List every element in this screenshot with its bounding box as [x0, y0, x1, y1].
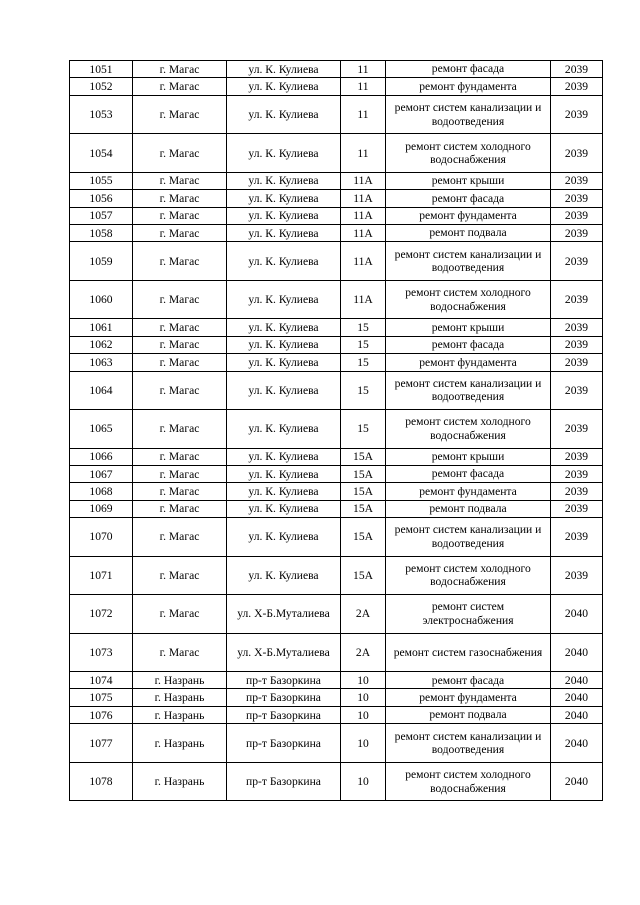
city-cell: г. Магас — [133, 465, 227, 482]
work-type-cell: ремонт систем холодного водоснабжения — [386, 280, 551, 319]
year-cell: 2040 — [551, 595, 603, 634]
house-number-cell: 15 — [341, 371, 386, 410]
city-cell: г. Магас — [133, 371, 227, 410]
house-number-cell: 15А — [341, 448, 386, 465]
work-type-cell: ремонт подвала — [386, 706, 551, 723]
row-number-cell: 1068 — [70, 483, 133, 500]
street-cell: ул. К. Кулиева — [227, 336, 341, 353]
year-cell: 2039 — [551, 242, 603, 281]
work-type-cell: ремонт систем холодного водоснабжения — [386, 134, 551, 173]
city-cell: г. Магас — [133, 95, 227, 134]
row-number-cell: 1052 — [70, 78, 133, 95]
street-cell: пр-т Базоркина — [227, 762, 341, 801]
city-cell: г. Магас — [133, 172, 227, 189]
house-number-cell: 15А — [341, 465, 386, 482]
table-row — [70, 61, 603, 78]
table-row — [70, 207, 603, 224]
street-cell: пр-т Базоркина — [227, 672, 341, 689]
table-body — [70, 61, 603, 801]
street-cell: ул. К. Кулиева — [227, 207, 341, 224]
house-number-cell: 10 — [341, 689, 386, 706]
row-number-cell: 1057 — [70, 207, 133, 224]
house-number-cell: 15А — [341, 483, 386, 500]
street-cell: ул. К. Кулиева — [227, 410, 341, 449]
house-number-cell: 15 — [341, 354, 386, 371]
work-type-cell: ремонт крыши — [386, 319, 551, 336]
city-cell: г. Магас — [133, 319, 227, 336]
year-cell: 2039 — [551, 207, 603, 224]
city-cell: г. Магас — [133, 518, 227, 557]
year-cell: 2039 — [551, 371, 603, 410]
table-row — [70, 95, 603, 134]
city-cell: г. Магас — [133, 242, 227, 281]
work-type-cell: ремонт систем электроснабжения — [386, 595, 551, 634]
house-number-cell: 15 — [341, 410, 386, 449]
work-type-cell: ремонт крыши — [386, 172, 551, 189]
street-cell: ул. К. Кулиева — [227, 500, 341, 517]
street-cell: ул. К. Кулиева — [227, 518, 341, 557]
table-row — [70, 280, 603, 319]
row-number-cell: 1066 — [70, 448, 133, 465]
work-type-cell: ремонт систем канализации и водоотведения — [386, 371, 551, 410]
table-row — [70, 633, 603, 672]
row-number-cell: 1051 — [70, 61, 133, 78]
street-cell: ул. К. Кулиева — [227, 354, 341, 371]
street-cell: ул. К. Кулиева — [227, 319, 341, 336]
street-cell: ул. К. Кулиева — [227, 280, 341, 319]
table-row — [70, 224, 603, 241]
street-cell: пр-т Базоркина — [227, 724, 341, 763]
year-cell: 2039 — [551, 500, 603, 517]
year-cell: 2039 — [551, 280, 603, 319]
street-cell: пр-т Базоркина — [227, 706, 341, 723]
table-row — [70, 448, 603, 465]
row-number-cell: 1064 — [70, 371, 133, 410]
work-type-cell: ремонт систем канализации и водоотведения — [386, 724, 551, 763]
city-cell: г. Назрань — [133, 724, 227, 763]
table-row — [70, 134, 603, 173]
street-cell: ул. Х-Б.Муталиева — [227, 633, 341, 672]
city-cell: г. Магас — [133, 207, 227, 224]
table-row — [70, 706, 603, 723]
city-cell: г. Магас — [133, 78, 227, 95]
city-cell: г. Магас — [133, 633, 227, 672]
table-row — [70, 465, 603, 482]
house-number-cell: 11 — [341, 134, 386, 173]
year-cell: 2040 — [551, 672, 603, 689]
street-cell: ул. Х-Б.Муталиева — [227, 595, 341, 634]
city-cell: г. Магас — [133, 61, 227, 78]
work-type-cell: ремонт фундамента — [386, 78, 551, 95]
work-type-cell: ремонт крыши — [386, 448, 551, 465]
city-cell: г. Магас — [133, 134, 227, 173]
work-type-cell: ремонт фасада — [386, 61, 551, 78]
year-cell: 2040 — [551, 724, 603, 763]
street-cell: ул. К. Кулиева — [227, 78, 341, 95]
house-number-cell: 10 — [341, 706, 386, 723]
row-number-cell: 1076 — [70, 706, 133, 723]
row-number-cell: 1077 — [70, 724, 133, 763]
house-number-cell: 15А — [341, 556, 386, 595]
year-cell: 2039 — [551, 465, 603, 482]
year-cell: 2039 — [551, 78, 603, 95]
year-cell: 2039 — [551, 410, 603, 449]
city-cell: г. Магас — [133, 448, 227, 465]
city-cell: г. Магас — [133, 280, 227, 319]
city-cell: г. Магас — [133, 595, 227, 634]
row-number-cell: 1059 — [70, 242, 133, 281]
city-cell: г. Назрань — [133, 706, 227, 723]
work-type-cell: ремонт подвала — [386, 500, 551, 517]
table-row — [70, 724, 603, 763]
row-number-cell: 1054 — [70, 134, 133, 173]
work-type-cell: ремонт фундамента — [386, 689, 551, 706]
house-number-cell: 11 — [341, 61, 386, 78]
house-number-cell: 11А — [341, 224, 386, 241]
row-number-cell: 1056 — [70, 190, 133, 207]
year-cell: 2039 — [551, 319, 603, 336]
year-cell: 2039 — [551, 518, 603, 557]
table-row — [70, 371, 603, 410]
work-type-cell: ремонт систем холодного водоснабжения — [386, 762, 551, 801]
year-cell: 2039 — [551, 190, 603, 207]
house-number-cell: 10 — [341, 762, 386, 801]
table-row — [70, 672, 603, 689]
work-type-cell: ремонт систем газоснабжения — [386, 633, 551, 672]
work-type-cell: ремонт фундамента — [386, 354, 551, 371]
table-row — [70, 190, 603, 207]
work-type-cell: ремонт систем холодного водоснабжения — [386, 410, 551, 449]
city-cell: г. Магас — [133, 410, 227, 449]
city-cell: г. Магас — [133, 224, 227, 241]
year-cell: 2039 — [551, 95, 603, 134]
row-number-cell: 1058 — [70, 224, 133, 241]
work-type-cell: ремонт фасада — [386, 190, 551, 207]
row-number-cell: 1074 — [70, 672, 133, 689]
table-row — [70, 78, 603, 95]
house-number-cell: 10 — [341, 672, 386, 689]
row-number-cell: 1075 — [70, 689, 133, 706]
row-number-cell: 1065 — [70, 410, 133, 449]
table-row — [70, 172, 603, 189]
table-row — [70, 336, 603, 353]
work-type-cell: ремонт фундамента — [386, 483, 551, 500]
street-cell: ул. К. Кулиева — [227, 242, 341, 281]
street-cell: ул. К. Кулиева — [227, 371, 341, 410]
year-cell: 2039 — [551, 556, 603, 595]
year-cell: 2039 — [551, 483, 603, 500]
year-cell: 2039 — [551, 354, 603, 371]
house-number-cell: 15 — [341, 319, 386, 336]
year-cell: 2040 — [551, 762, 603, 801]
year-cell: 2039 — [551, 172, 603, 189]
row-number-cell: 1053 — [70, 95, 133, 134]
work-type-cell: ремонт систем канализации и водоотведения — [386, 242, 551, 281]
house-number-cell: 11 — [341, 95, 386, 134]
table-row — [70, 689, 603, 706]
house-number-cell: 10 — [341, 724, 386, 763]
table-row — [70, 518, 603, 557]
house-number-cell: 15А — [341, 500, 386, 517]
street-cell: ул. К. Кулиева — [227, 61, 341, 78]
work-type-cell: ремонт систем холодного водоснабжения — [386, 556, 551, 595]
city-cell: г. Назрань — [133, 762, 227, 801]
work-type-cell: ремонт подвала — [386, 224, 551, 241]
street-cell: ул. К. Кулиева — [227, 190, 341, 207]
table-row — [70, 354, 603, 371]
city-cell: г. Магас — [133, 190, 227, 207]
year-cell: 2040 — [551, 633, 603, 672]
row-number-cell: 1062 — [70, 336, 133, 353]
year-cell: 2039 — [551, 61, 603, 78]
street-cell: ул. К. Кулиева — [227, 134, 341, 173]
house-number-cell: 11 — [341, 78, 386, 95]
work-type-cell: ремонт систем канализации и водоотведения — [386, 95, 551, 134]
table-row — [70, 319, 603, 336]
table-row — [70, 500, 603, 517]
house-number-cell: 11А — [341, 190, 386, 207]
city-cell: г. Назрань — [133, 672, 227, 689]
year-cell: 2039 — [551, 224, 603, 241]
house-number-cell: 2А — [341, 633, 386, 672]
city-cell: г. Магас — [133, 336, 227, 353]
work-type-cell: ремонт фасада — [386, 465, 551, 482]
city-cell: г. Назрань — [133, 689, 227, 706]
work-type-cell: ремонт фасада — [386, 672, 551, 689]
row-number-cell: 1061 — [70, 319, 133, 336]
house-number-cell: 2А — [341, 595, 386, 634]
house-number-cell: 11А — [341, 280, 386, 319]
street-cell: пр-т Базоркина — [227, 689, 341, 706]
row-number-cell: 1067 — [70, 465, 133, 482]
table-row — [70, 483, 603, 500]
city-cell: г. Магас — [133, 556, 227, 595]
row-number-cell: 1078 — [70, 762, 133, 801]
house-number-cell: 15 — [341, 336, 386, 353]
row-number-cell: 1072 — [70, 595, 133, 634]
house-number-cell: 11А — [341, 172, 386, 189]
street-cell: ул. К. Кулиева — [227, 483, 341, 500]
year-cell: 2039 — [551, 448, 603, 465]
work-type-cell: ремонт фундамента — [386, 207, 551, 224]
house-number-cell: 15А — [341, 518, 386, 557]
row-number-cell: 1063 — [70, 354, 133, 371]
table-row — [70, 762, 603, 801]
street-cell: ул. К. Кулиева — [227, 95, 341, 134]
table-row — [70, 242, 603, 281]
work-type-cell: ремонт систем канализации и водоотведения — [386, 518, 551, 557]
city-cell: г. Магас — [133, 354, 227, 371]
year-cell: 2039 — [551, 336, 603, 353]
row-number-cell: 1060 — [70, 280, 133, 319]
year-cell: 2040 — [551, 706, 603, 723]
street-cell: ул. К. Кулиева — [227, 465, 341, 482]
row-number-cell: 1070 — [70, 518, 133, 557]
street-cell: ул. К. Кулиева — [227, 448, 341, 465]
street-cell: ул. К. Кулиева — [227, 224, 341, 241]
table-row — [70, 410, 603, 449]
house-number-cell: 11А — [341, 242, 386, 281]
work-type-cell: ремонт фасада — [386, 336, 551, 353]
row-number-cell: 1069 — [70, 500, 133, 517]
city-cell: г. Магас — [133, 500, 227, 517]
table-row — [70, 556, 603, 595]
year-cell: 2039 — [551, 134, 603, 173]
row-number-cell: 1073 — [70, 633, 133, 672]
table-row — [70, 595, 603, 634]
row-number-cell: 1071 — [70, 556, 133, 595]
repair-schedule-table — [69, 60, 603, 801]
street-cell: ул. К. Кулиева — [227, 172, 341, 189]
street-cell: ул. К. Кулиева — [227, 556, 341, 595]
year-cell: 2040 — [551, 689, 603, 706]
row-number-cell: 1055 — [70, 172, 133, 189]
house-number-cell: 11А — [341, 207, 386, 224]
city-cell: г. Магас — [133, 483, 227, 500]
